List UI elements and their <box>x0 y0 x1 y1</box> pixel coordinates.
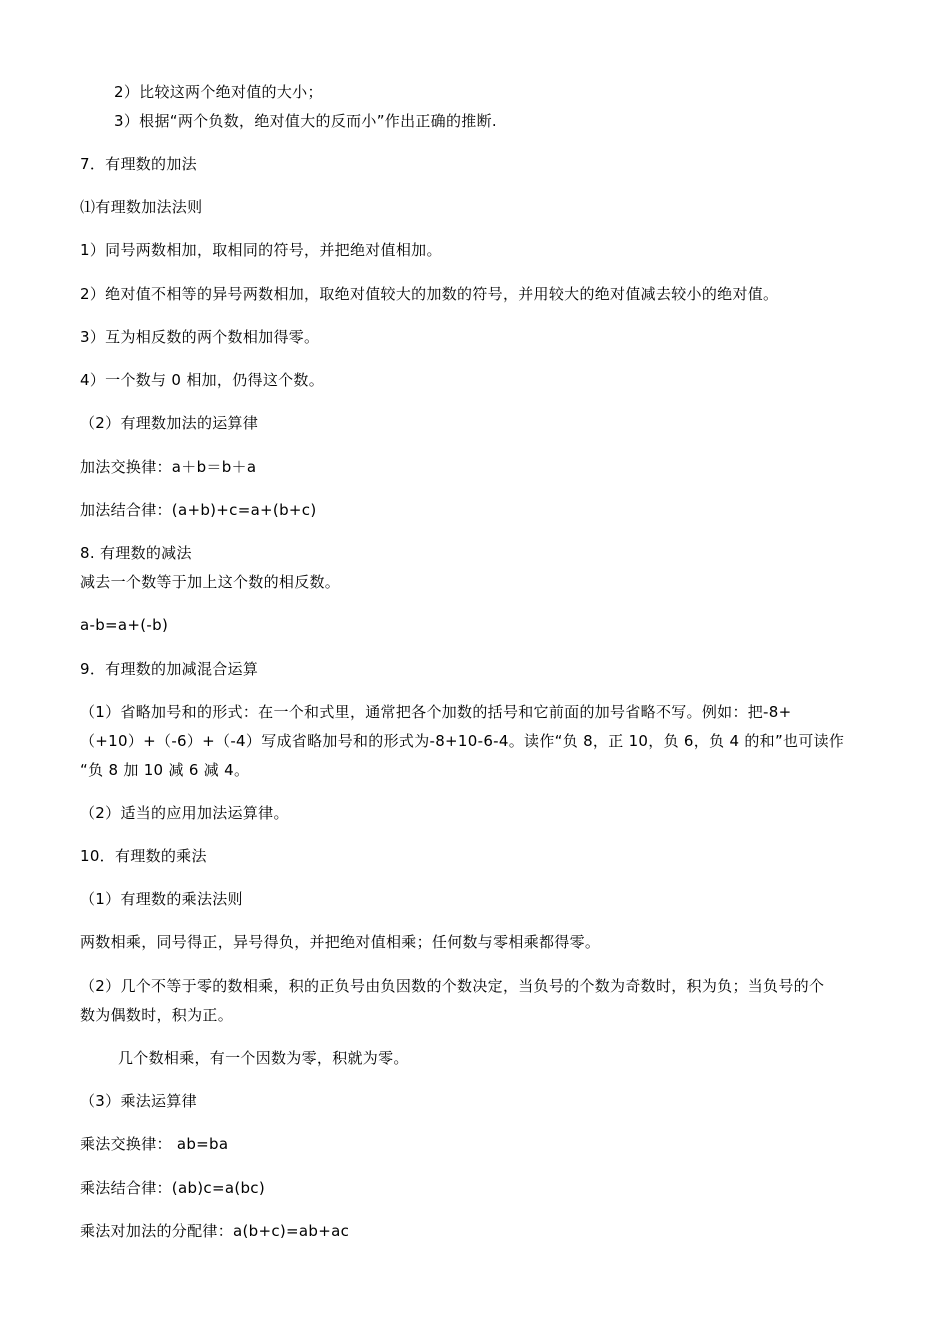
text-line: （1）省略加号和的形式：在一个和式里，通常把各个加数的括号和它前面的加号省略不写。例如：把-8+ <box>80 703 792 721</box>
formula-line: 乘法结合律：(ab)c=a(bc) <box>80 1179 265 1197</box>
text-line: （+10）+（-6）+（-4）写成省略加号和的形式为-8+10-6-4。读作“负 8，正 10，负 6，负 4 的和”也可读作 <box>80 732 845 750</box>
formula-line: 乘法对加法的分配律：a(b+c)=ab+ac <box>80 1222 350 1240</box>
section-heading: 10．有理数的乘法 <box>80 847 207 865</box>
text-line: 减去一个数等于加上这个数的相反数。 <box>80 573 341 591</box>
section-heading: 9．有理数的加减混合运算 <box>80 660 259 678</box>
text-line: 数为偶数时，积为正。 <box>80 1006 234 1024</box>
text-line: “负 8 加 10 减 6 减 4。 <box>80 761 250 779</box>
text-line: 2）绝对值不相等的异号两数相加，取绝对值较大的加数的符号，并用较大的绝对值减去较小的绝对值。 <box>80 285 779 303</box>
text-line: 3）互为相反数的两个数相加得零。 <box>80 328 320 346</box>
formula-line: 乘法交换律： ab=ba <box>80 1135 229 1153</box>
formula-line: 加法交换律：a＋b＝b＋a <box>80 458 257 476</box>
subsection-heading: （1）有理数的乘法法则 <box>80 890 243 908</box>
text-line: 两数相乘，同号得正，异号得负，并把绝对值相乘；任何数与零相乘都得零。 <box>80 933 601 951</box>
section-heading: 8. 有理数的减法 <box>80 544 192 562</box>
subsection-heading: （2）有理数加法的运算律 <box>80 414 259 432</box>
formula-line: 加法结合律：(a+b)+c=a+(b+c) <box>80 501 317 519</box>
text-line: （2）几个不等于零的数相乘，积的正负号由负因数的个数决定，当负号的个数为奇数时，积为负；当负号的个 <box>80 977 825 995</box>
subsection-heading: （3）乘法运算律 <box>80 1092 197 1110</box>
section-heading: 7．有理数的加法 <box>80 155 197 173</box>
text-line: 几个数相乘，有一个因数为零，积就为零。 <box>118 1049 409 1067</box>
subsection-heading: ⑴有理数加法法则 <box>80 198 203 216</box>
text-line: 2）比较这两个绝对值的大小； <box>114 83 323 101</box>
formula-line: a-b=a+(-b) <box>80 616 169 634</box>
text-line: 4）一个数与 0 相加，仍得这个数。 <box>80 371 325 389</box>
text-line: 1）同号两数相加，取相同的符号，并把绝对值相加。 <box>80 241 442 259</box>
text-line: （2）适当的应用加法运算律。 <box>80 804 289 822</box>
text-line: 3）根据“两个负数，绝对值大的反而小”作出正确的推断. <box>114 112 497 130</box>
